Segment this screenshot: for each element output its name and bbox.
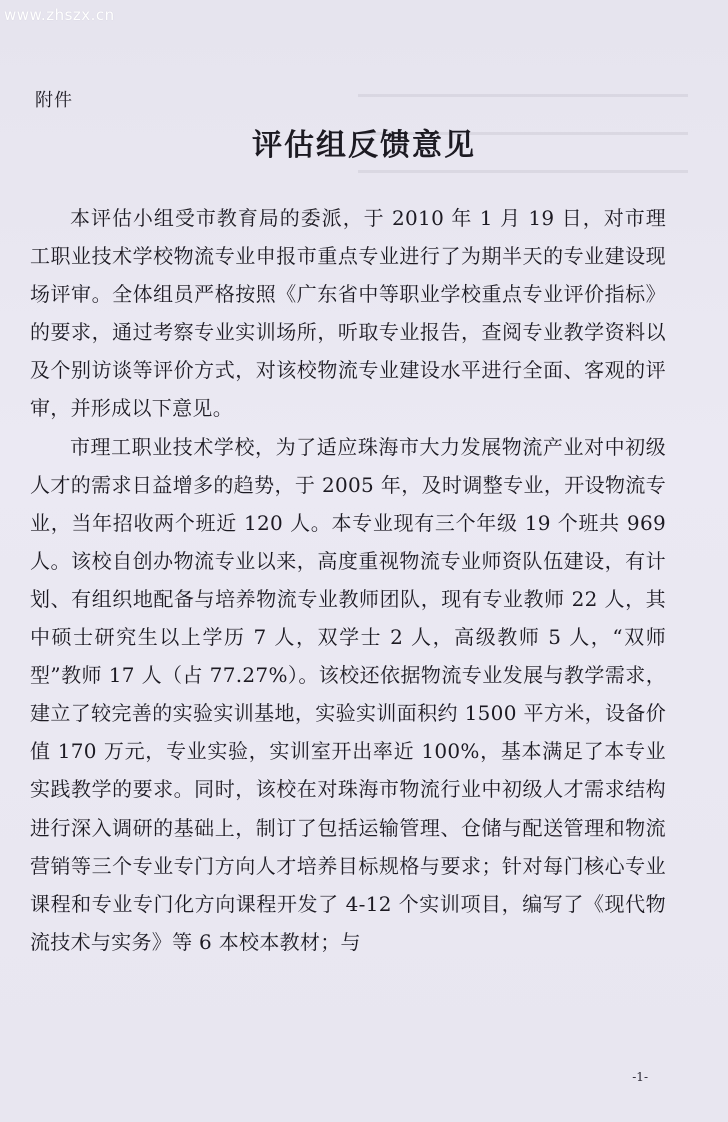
- page-number: -1-: [632, 1070, 648, 1084]
- document-body: [30, 199, 666, 961]
- paragraph: 市理工职业技术学校，为了适应珠海市大力发展物流产业对中初级人才的需求日益增多的趋势，于 2005 年，及时调整专业，开设物流专业，当年招收两个班近 120 人。本专业现有三个年级 19 个班共 969 人。该校自创办物流专业以来，高度重视物流专业师资队伍建设，有计划、有组织地配备与培养物流专业教师团队，现有专业教师 22 人，其中硕士研究生以上学历 7 人，双学士 2 人，高级教师 5 人，“双师型”教师 17 人（占 77.27%）。该校还依据物流专业发展与教学需求，建立了较完善的实验实训基地，实验实训面积约 1500 平方米，设备价值 170 万元，专业实验，实训室开出率近 100%，基本满足了本专业实践教学的要求。同时，该校在对珠海市物流行业中初级人才需求结构进行深入调研的基础上，制订了包括运输管理、仓储与配送管理和物流营销等三个专业专门方向人才培养目标规格与要求；针对每门核心专业课程和专业专门化方向课程开发了 4-12 个实训项目，编写了《现代物流技术与实务》等 6 本校本教材；与: [30, 434, 666, 954]
- attachment-label: 附件: [35, 90, 73, 111]
- watermark: www.zhszx.cn: [4, 6, 115, 24]
- paragraph: 本评估小组受市教育局的委派，于 2010 年 1 月 19 日，对市理工职业技术学校物流专业申报市重点专业进行了为期半天的专业建设现场评审。全体组员严格按照《广东省中等职业学校重点专业评价指标》的要求，通过考察专业实训场所，听取专业报告，查阅专业教学资料以及个别访谈等评价方式，对该校物流专业建设水平进行全面、客观的评审，并形成以下意见。: [30, 206, 666, 421]
- document-title: 评估组反馈意见: [252, 128, 476, 163]
